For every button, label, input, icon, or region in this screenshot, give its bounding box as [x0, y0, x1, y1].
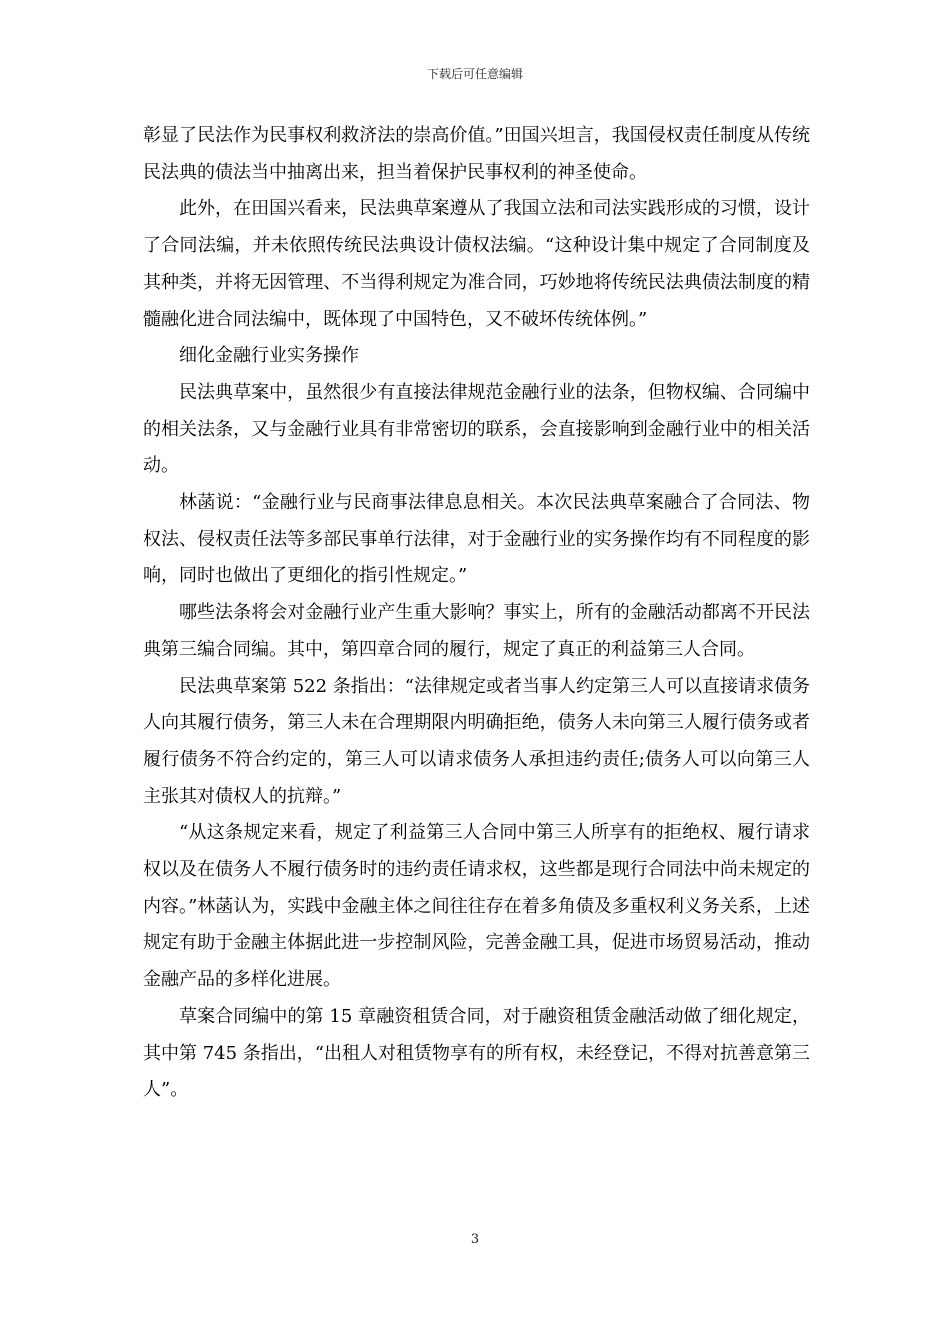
paragraph: 民法典草案中，虽然很少有直接法律规范金融行业的法条，但物权编、合同编中的相关法条，又与金融行业具有非常密切的联系，会直接影响到金融行业中的相关活动。	[143, 381, 810, 477]
paragraph: 此外，在田国兴看来，民法典草案遵从了我国立法和司法实践形成的习惯，设计了合同法编，并未依照传统民法典设计债权法编。“这种设计集中规定了合同制度及其种类，并将无因管理、不当得利规定为准合同，巧妙地将传统民法典债法制度的精髓融化进合同法编中，既体现了中国特色，又不破坏传统体例。”	[143, 198, 810, 330]
section-heading: 细化金融行业实务操作	[179, 345, 359, 367]
paragraph: 草案合同编中的第 15 章融资租赁合同，对于融资租赁金融活动做了细化规定，其中第 745 条指出，“出租人对租赁物享有的所有权，未经登记，不得对抗善意第三人”。	[143, 1005, 810, 1101]
page-number: 3	[470, 1232, 480, 1247]
paragraph-continued: 彰显了民法作为民事权利救济法的崇高价值。”田国兴坦言，我国侵权责任制度从传统民法典的债法当中抽离出来，担当着保护民事权利的神圣使命。	[143, 125, 810, 183]
page-header: 下载后可任意编辑	[426, 67, 523, 81]
paragraph: 哪些法条将会对金融行业产生重大影响？事实上，所有的金融活动都离不开民法典第三编合同编。其中，第四章合同的履行，规定了真正的利益第三人合同。	[143, 602, 810, 660]
paragraph: 民法典草案第 522 条指出：“法律规定或者当事人约定第三人可以直接请求债务人向其履行债务，第三人未在合理期限内明确拒绝，债务人未向第三人履行债务或者履行债务不符合约定的，第三人可以请求债务人承担违约责任;债务人可以向第三人主张其对债权人的抗辩。”	[143, 675, 810, 807]
paragraph: “从这条规定来看，规定了利益第三人合同中第三人所享有的拒绝权、履行请求权以及在债务人不履行债务时的违约责任请求权，这些都是现行合同法中尚未规定的内容。”林菡认为，实践中金融主体之间往往存在着多角债及多重权利义务关系，上述规定有助于金融主体据此进一步控制风险，完善金融工具，促进市场贸易活动，推动金融产品的多样化进展。	[143, 822, 810, 991]
paragraph: 林菡说：“金融行业与民商事法律息息相关。本次民法典草案融合了合同法、物权法、侵权责任法等多部民事单行法律，对于金融行业的实务操作均有不同程度的影响，同时也做出了更细化的指引性规定。”	[143, 492, 810, 587]
document-body	[143, 118, 810, 1109]
